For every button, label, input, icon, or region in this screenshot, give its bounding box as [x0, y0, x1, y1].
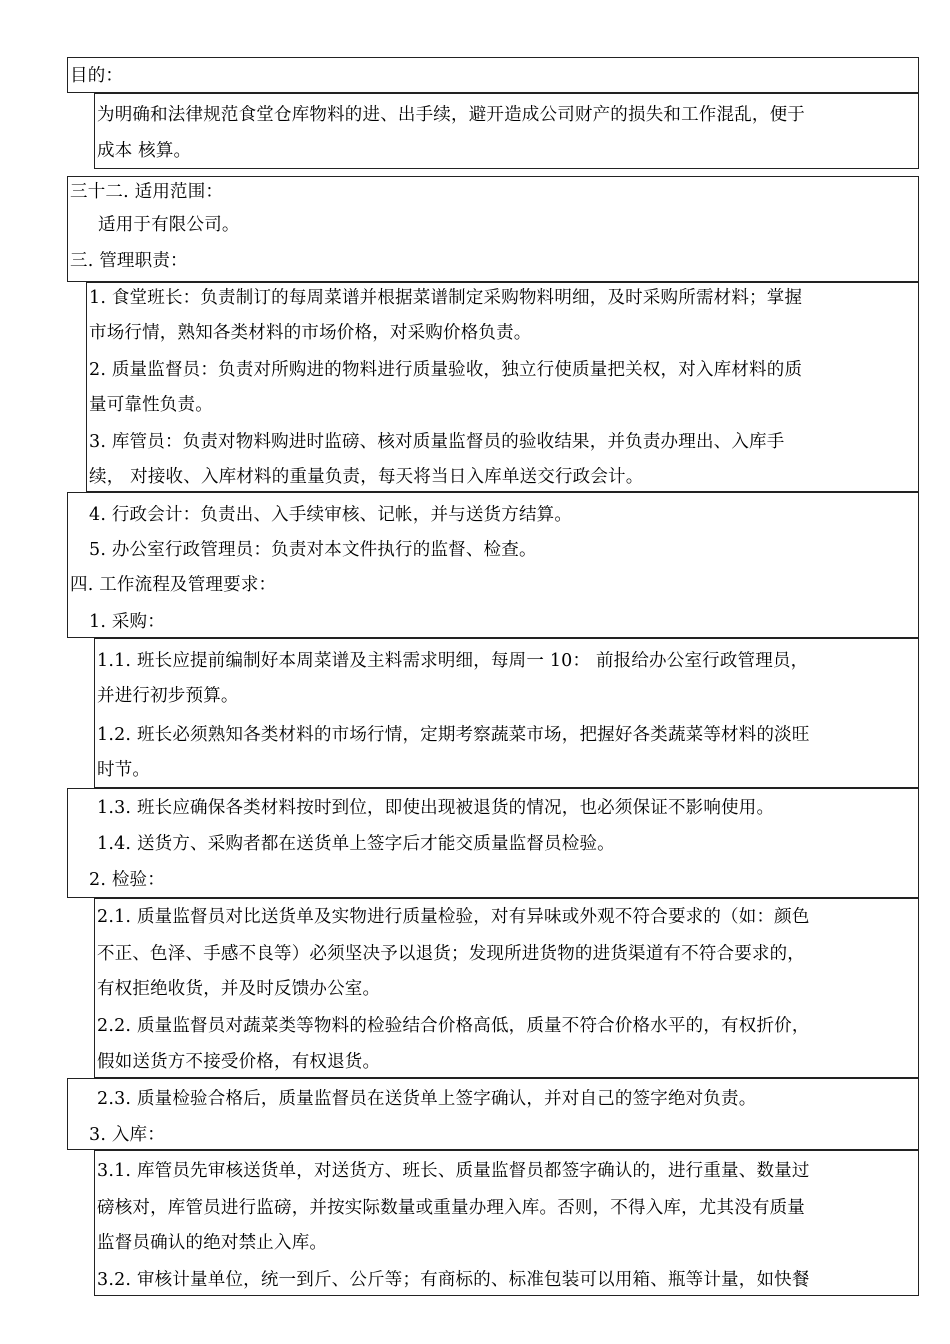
inspection-line-6: 2.3. 质量检验合格后，质量监督员在送货单上签字确认，并对自己的签字绝对负责。	[97, 1089, 757, 1109]
storage-line-4: 3.2. 审核计量单位，统一到斤、公斤等；有商标的、标准包装可以用箱、瓶等计量，如快餐	[97, 1270, 810, 1290]
workflow-heading: 四. 工作流程及管理要求：	[70, 575, 277, 595]
duty-line-5: 3. 库管员：负责对物料购进时监磅、核对质量监督员的验收结果，并负责办理出、入库手	[89, 432, 785, 452]
inspection-line-5: 假如送货方不接受价格，有权退货。	[97, 1052, 381, 1072]
purchase-line-2: 并进行初步预算。	[97, 686, 239, 706]
purchase-heading: 1. 采购：	[89, 612, 165, 632]
inspection-line-2: 不正、色泽、手感不良等）必须坚决予以退货；发现所进货物的进货渠道有不符合要求的，	[97, 944, 805, 964]
purpose-line-1: 为明确和法律规范食堂仓库物料的进、出手续，避开造成公司财产的损失和工作混乱，便于	[97, 105, 805, 125]
storage-line-2: 磅核对，库管员进行监磅，并按实际数量或重量办理入库。否则，不得入库，尤其没有质量	[97, 1198, 805, 1218]
storage-heading: 3. 入库：	[89, 1125, 165, 1145]
purchase-line-5: 1.3. 班长应确保各类材料按时到位，即使出现被退货的情况，也必须保证不影响使用。	[97, 798, 775, 818]
scope-heading: 三十二. 适用范围：	[70, 182, 224, 202]
storage-line-3: 监督员确认的绝对禁止入库。	[97, 1233, 328, 1253]
duty-line-3: 2. 质量监督员：负责对所购进的物料进行质量验收，独立行使质量把关权，对入库材料的质	[89, 360, 803, 380]
purchase-line-4: 时节。	[97, 760, 151, 780]
inspection-line-3: 有权拒绝收货，并及时反馈办公室。	[97, 979, 381, 999]
duty-line-1: 1. 食堂班长：负责制订的每周菜谱并根据菜谱制定采购物料明细，及时采购所需材料；掌握	[89, 288, 803, 308]
purpose-line-2: 成本 核算。	[97, 141, 192, 161]
purchase-line-3: 1.2. 班长必须熟知各类材料的市场行情，定期考察蔬菜市场，把握好各类蔬菜等材料的淡旺	[97, 725, 810, 745]
purpose-heading: 目的：	[70, 66, 124, 86]
purchase-line-1: 1.1. 班长应提前编制好本周菜谱及主料需求明细，每周一 10： 前报给办公室行政管理员，	[97, 651, 809, 671]
inspection-heading: 2. 检验：	[89, 870, 165, 890]
purpose-heading-box	[67, 57, 919, 93]
duty-line-8: 5. 办公室行政管理员：负责对本文件执行的监督、检查。	[89, 540, 537, 560]
storage-line-1: 3.1. 库管员先审核送货单，对送货方、班长、质量监督员都签字确认的，进行重量、数量过	[97, 1161, 810, 1181]
inspection-line-1: 2.1. 质量监督员对比送货单及实物进行质量检验，对有异味或外观不符合要求的（如：颜色	[97, 907, 810, 927]
duty-line-6: 续， 对接收、入库材料的重量负责，每天将当日入库单送交行政会计。	[89, 467, 644, 487]
purchase-line-6: 1.4. 送货方、采购者都在送货单上签字后才能交质量监督员检验。	[97, 834, 615, 854]
duty-line-7: 4. 行政会计：负责出、入手续审核、记帐，并与送货方结算。	[89, 505, 573, 525]
duty-line-2: 市场行情，熟知各类材料的市场价格，对采购价格负责。	[89, 323, 532, 343]
inspection-line-4: 2.2. 质量监督员对蔬菜类等物料的检验结合价格高低，质量不符合价格水平的，有权折价，	[97, 1016, 810, 1036]
duties-heading: 三. 管理职责：	[70, 251, 188, 271]
scope-text: 适用于有限公司。	[98, 215, 240, 235]
duty-line-4: 量可靠性负责。	[89, 395, 213, 415]
